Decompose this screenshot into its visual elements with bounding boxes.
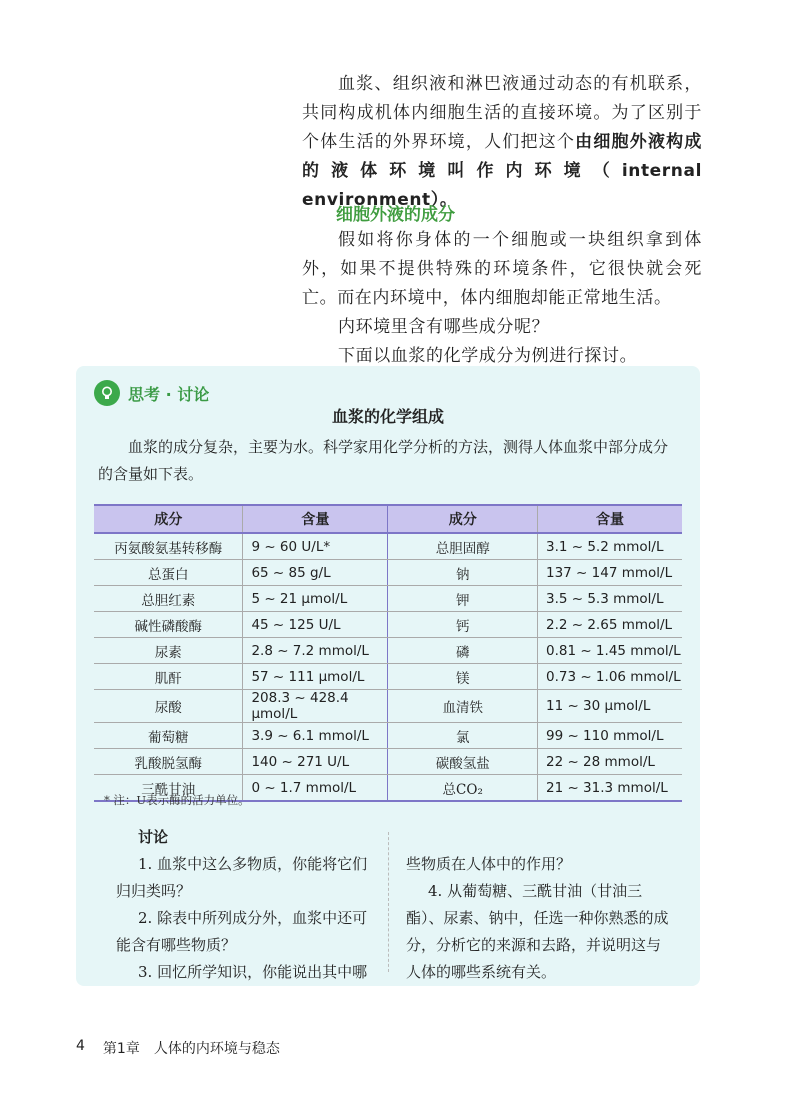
component-value: 9 ~ 60 U/L* — [243, 533, 388, 560]
component-value: 0.81 ~ 1.45 mmol/L — [537, 638, 682, 664]
table-row — [94, 690, 682, 723]
component-value: 21 ~ 31.3 mmol/L — [537, 775, 682, 802]
table-row — [94, 638, 682, 664]
table-header-row — [94, 505, 682, 533]
component-name: 碱性磷酸酶 — [94, 612, 243, 638]
column-divider — [388, 832, 389, 972]
discussion-left-column — [116, 824, 378, 986]
component-value: 3.5 ~ 5.3 mmol/L — [537, 586, 682, 612]
discussion-box — [76, 366, 700, 986]
component-name: 总胆红素 — [94, 586, 243, 612]
question-3: 3. 回忆所学知识，你能说出其中哪 — [138, 963, 368, 981]
component-name: 尿酸 — [94, 690, 243, 723]
component-name: 镁 — [388, 664, 538, 690]
question-4: 4. 从葡萄糖、三酰甘油（甘油三酯）、尿素、钠中，任选一种你熟悉的成分，分析它的来源和去路，并说明这与人体的哪些系统有关。 — [406, 882, 669, 981]
component-value: 45 ~ 125 U/L — [243, 612, 388, 638]
question-2: 2. 除表中所列成分外，血浆中还可能含有哪些物质？ — [116, 909, 368, 954]
table-row — [94, 560, 682, 586]
component-value: 99 ~ 110 mmol/L — [537, 723, 682, 749]
component-name: 总蛋白 — [94, 560, 243, 586]
component-value: 3.9 ~ 6.1 mmol/L — [243, 723, 388, 749]
component-name: 三酰甘油 — [94, 775, 243, 802]
box-title: 血浆的化学组成 — [331, 407, 444, 426]
internal-environment-term: （internal environment）。 — [302, 161, 702, 210]
component-name: 血清铁 — [388, 690, 538, 723]
component-name: 总胆固醇 — [388, 533, 538, 560]
question-3-continued: 些物质在人体中的作用？ — [406, 855, 572, 873]
page-footer — [76, 1038, 280, 1058]
table-footnote: * 注：U表示酶的活力单位。 — [104, 793, 250, 807]
component-name: 钾 — [388, 586, 538, 612]
component-value: 57 ~ 111 μmol/L — [243, 664, 388, 690]
plasma-composition-table — [94, 504, 682, 802]
discussion-heading: 讨论 — [138, 828, 169, 846]
component-name: 总CO₂ — [388, 775, 538, 802]
component-name: 乳酸脱氢酶 — [94, 749, 243, 775]
table-row — [94, 749, 682, 775]
component-value: 2.2 ~ 2.65 mmol/L — [537, 612, 682, 638]
component-name: 丙氨酸氨基转移酶 — [94, 533, 243, 560]
header-content-1: 含量 — [243, 505, 388, 533]
intro-paragraph — [302, 70, 702, 215]
component-name: 尿素 — [94, 638, 243, 664]
component-name: 钠 — [388, 560, 538, 586]
chapter-title: 第1章 人体的内环境与稳态 — [102, 1041, 280, 1057]
component-value: 2.8 ~ 7.2 mmol/L — [243, 638, 388, 664]
component-value: 3.1 ~ 5.2 mmol/L — [537, 533, 682, 560]
header-component-2: 成分 — [388, 505, 538, 533]
box-intro-text: 血浆的成分复杂，主要为水。科学家用化学分析的方法，测得人体血浆中部分成分的含量如下表。 — [98, 438, 669, 483]
component-name: 肌酐 — [94, 664, 243, 690]
header-content-2: 含量 — [537, 505, 682, 533]
component-name: 磷 — [388, 638, 538, 664]
component-name: 碳酸氢盐 — [388, 749, 538, 775]
section-p1: 假如将你身体的一个细胞或一块组织拿到体外，如果不提供特殊的环境条件，它很快就会死亡。而在内环境中，体内细胞却能正常地生活。 — [302, 230, 702, 308]
component-value: 22 ~ 28 mmol/L — [537, 749, 682, 775]
table-row — [94, 612, 682, 638]
section-title: 细胞外液的成分 — [336, 205, 455, 225]
discussion-right-column — [406, 851, 672, 986]
component-value: 0.73 ~ 1.06 mmol/L — [537, 664, 682, 690]
table-row — [94, 533, 682, 560]
table-row — [94, 664, 682, 690]
question-1: 1. 血浆中这么多物质，你能将它们归归类吗？ — [116, 855, 368, 900]
section-p2: 内环境里含有哪些成分呢？ — [338, 317, 550, 337]
badge-label: 思考 · 讨论 — [128, 384, 210, 404]
table-row — [94, 586, 682, 612]
component-name: 氯 — [388, 723, 538, 749]
component-value: 11 ~ 30 μmol/L — [537, 690, 682, 723]
internal-environment-definition: 由细胞外液构成的液体环境叫作内环境 — [302, 132, 702, 181]
component-value: 140 ~ 271 U/L — [243, 749, 388, 775]
box-intro — [98, 434, 682, 488]
lightbulb-icon — [94, 380, 120, 406]
component-value: 65 ~ 85 g/L — [243, 560, 388, 586]
section-paragraph — [302, 226, 702, 371]
component-value: 0 ~ 1.7 mmol/L — [243, 775, 388, 802]
page-number: 4 — [76, 1038, 85, 1054]
component-value: 208.3 ~ 428.4 μmol/L — [243, 690, 388, 723]
think-discuss-badge — [94, 380, 209, 406]
component-value: 5 ~ 21 μmol/L — [243, 586, 388, 612]
header-component-1: 成分 — [94, 505, 243, 533]
component-name: 葡萄糖 — [94, 723, 243, 749]
intro-text: 血浆、组织液和淋巴液通过动态的有机联系，共同构成机体内细胞生活的直接环境。为了区别于个体生活的外界环境，人们把这个 — [302, 74, 702, 152]
section-p3: 下面以血浆的化学成分为例进行探讨。 — [338, 346, 638, 366]
component-value: 137 ~ 147 mmol/L — [537, 560, 682, 586]
table-row — [94, 723, 682, 749]
component-name: 钙 — [388, 612, 538, 638]
